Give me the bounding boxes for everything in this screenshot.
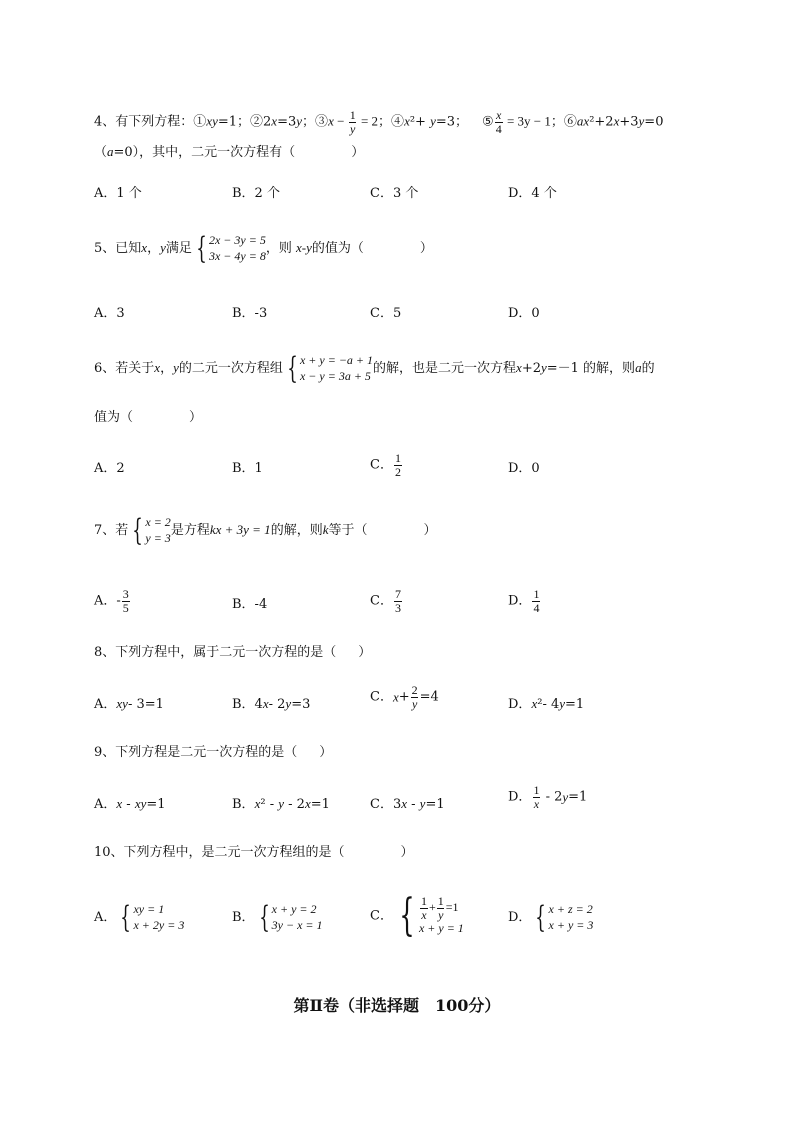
q10-b-rows xyxy=(272,902,323,933)
q6-option-c xyxy=(370,452,403,478)
q7-a-num: 3 xyxy=(122,587,129,601)
q7-end: ） xyxy=(423,523,437,539)
q6-comma: ， xyxy=(160,361,174,377)
q7-d-label: D． xyxy=(508,593,532,609)
q5-tail2: x-y xyxy=(295,240,312,256)
q8-option-d xyxy=(508,697,584,711)
q10-b-brace: { xyxy=(258,899,270,935)
q9-a5: =1 xyxy=(146,797,166,812)
q6-tail5: =－1 的解，则 xyxy=(546,361,636,377)
q8-a3: - 3=1 xyxy=(127,697,164,712)
q7-option-c xyxy=(370,588,403,614)
q6-tail1: 的解，也是二元一次方程 xyxy=(373,361,517,377)
q10-a-label: A． xyxy=(94,910,117,926)
q4-e3m: − xyxy=(333,113,348,129)
q7-option-b: B．-4 xyxy=(232,597,268,612)
q9-d-num: 1 xyxy=(533,783,540,797)
q10-c-plus: + xyxy=(428,899,436,914)
q9-a2: x xyxy=(116,796,123,811)
q9-b7: x xyxy=(304,796,311,811)
q8-c1: C． xyxy=(370,689,393,705)
q8-d3: ² xyxy=(537,697,543,712)
q9-d-den: x xyxy=(533,796,540,811)
q9-end: ） xyxy=(319,745,333,760)
q7-c-fraction xyxy=(394,588,402,614)
q5-x: x xyxy=(141,240,148,256)
q4-line2d: ） xyxy=(351,145,365,160)
q7-row2: y = 3 xyxy=(145,530,171,545)
q5-tail1: ，则 xyxy=(265,241,296,257)
q10-option-d xyxy=(508,899,594,935)
q10-a-row1: xy = 1 xyxy=(133,902,165,916)
q5-option-a: A．3 xyxy=(94,306,125,321)
q10-b-row1: x + y = 2 xyxy=(271,902,317,916)
q4-option-b: B．2 个 xyxy=(232,186,280,201)
q10-c-frac1 xyxy=(420,895,428,921)
q10-question: 10、下列方程中，是二元一次方程组的是（ xyxy=(94,845,345,860)
q9-c4: y xyxy=(419,796,426,811)
q6-tail6: a xyxy=(635,360,642,376)
q4-e3-den: y xyxy=(350,121,356,136)
q4-line2a: （ xyxy=(94,145,108,160)
q4-line2 xyxy=(94,145,364,159)
q10-option-a xyxy=(94,899,185,935)
q10-c-frac2 xyxy=(437,895,445,921)
q5-tail3: 的值为（ xyxy=(311,241,364,257)
q10-d-system xyxy=(531,899,594,935)
q8-c-den: y xyxy=(411,696,418,711)
q4-line1 xyxy=(94,109,663,135)
q10-option-c xyxy=(370,890,464,941)
q9-c5: =1 xyxy=(425,797,445,812)
q8-c2: x xyxy=(392,689,399,705)
q4-e3x: x xyxy=(328,113,334,129)
q6-option-b: B．1 xyxy=(232,461,263,476)
q8-b5: =3 xyxy=(291,697,311,712)
q4-e3r: = 2 xyxy=(357,113,379,129)
q4-option-c: C．3 个 xyxy=(370,186,419,201)
q4-e1b: xy xyxy=(206,113,218,129)
q9-b1: B． xyxy=(232,797,255,812)
q10-a-system xyxy=(116,899,185,935)
q6-option-d: D．0 xyxy=(508,461,540,476)
q6-line2 xyxy=(94,411,202,424)
q7-mid2: kx + 3y = 1 xyxy=(209,522,271,538)
q7-option-d xyxy=(508,588,541,614)
q4-e6b: ²+2 xyxy=(589,114,614,130)
q5-rows xyxy=(209,233,266,264)
q5-option-c: C．5 xyxy=(370,306,402,321)
q10-c-brace: { xyxy=(399,890,415,941)
q9-d1: D． xyxy=(508,789,532,805)
q9-option-d xyxy=(508,784,587,810)
q7-mid4: k xyxy=(322,522,329,538)
q4-e5e: ； xyxy=(550,114,564,130)
q10-d-label: D． xyxy=(508,910,532,926)
q4-e6d: +3 xyxy=(619,114,639,130)
q6-mid: 的二元一次方程组 xyxy=(178,361,283,377)
q4-e4c: y xyxy=(430,113,436,129)
q4-e5: ⑤ xyxy=(482,114,494,130)
q10-d-rows xyxy=(549,902,594,933)
q6-line2: 值为（ xyxy=(94,410,134,425)
q9-d2: - 2 xyxy=(541,789,563,805)
q10-d-brace: { xyxy=(535,899,547,935)
q7-a-den: 5 xyxy=(122,600,129,615)
section-heading: 第Ⅱ卷（非选择题 100分） xyxy=(293,996,501,1015)
q10-d-row2: x + y = 3 xyxy=(548,917,594,932)
q8-b4: y xyxy=(285,696,292,711)
q4-e4b: ²+ xyxy=(409,114,431,130)
q4-e2: ②2 xyxy=(250,114,272,130)
q4-option-d: D．4 个 xyxy=(508,186,557,201)
q10-c-n1: 1 xyxy=(420,894,427,909)
q4-line2b: a xyxy=(107,144,114,159)
q7-d-den: 4 xyxy=(533,600,540,615)
q4-e3-num: 1 xyxy=(349,108,356,122)
q7-option-a xyxy=(94,588,131,614)
q4-e6c: x xyxy=(613,113,620,129)
q9-d4: =1 xyxy=(568,789,588,805)
q8-c-fraction xyxy=(411,684,419,710)
q5-satisfy: 满足 xyxy=(165,241,192,257)
q7-mid3: 的解，则 xyxy=(270,523,323,539)
q7-d-fraction xyxy=(532,588,540,614)
q10-c-d2: y xyxy=(438,907,444,922)
q4-e2c: =3 xyxy=(277,114,297,130)
q8-b1: B．4 xyxy=(232,697,263,712)
q5-option-b: B．-3 xyxy=(232,306,268,321)
q4-e4: ④ xyxy=(391,114,405,130)
q6-row2: x − y = 3a + 5 xyxy=(299,368,371,383)
q9-c2: x xyxy=(401,796,407,811)
q6-x: x xyxy=(154,360,161,376)
q8-c-num: 2 xyxy=(411,683,418,697)
q4-e6f: =0 xyxy=(644,114,664,130)
q4-e5r: = 3y − 1 xyxy=(503,113,551,129)
q8-question: 8、下列方程中，属于二元一次方程的是（ xyxy=(94,645,337,660)
q10-line xyxy=(94,846,414,859)
q4-lead: 4、有下列方程： xyxy=(94,114,194,130)
q10-b-system xyxy=(255,899,323,935)
q9-b4: - xyxy=(265,797,279,812)
q6-line1 xyxy=(94,350,655,386)
q8-option-c xyxy=(370,684,439,710)
q8-d4: - 4 xyxy=(542,697,560,712)
q6-option-c-label: C． xyxy=(370,457,393,473)
q6-y: y xyxy=(173,360,179,376)
q4-e6: ⑥ xyxy=(563,114,577,130)
q9-d3: y xyxy=(562,789,569,805)
q6-c-num: 1 xyxy=(394,451,401,465)
q5-option-d: D．0 xyxy=(508,306,540,321)
q8-d6: =1 xyxy=(565,697,585,712)
q4-e4d: =3； xyxy=(435,114,469,130)
q8-option-b xyxy=(232,697,310,711)
q4-e1: ① xyxy=(193,114,207,130)
q10-a-rows xyxy=(133,902,184,933)
q9-a3: - xyxy=(122,797,135,812)
q7-lead: 7、若 xyxy=(94,523,129,539)
q5-y: y xyxy=(160,240,166,256)
q8-option-a xyxy=(94,697,164,711)
q7-row1: x = 2 xyxy=(145,515,171,529)
q7-c-label: C． xyxy=(370,593,393,609)
q4-option-a: A．1 个 xyxy=(94,186,142,201)
q10-b-label: B． xyxy=(232,910,255,926)
q9-b5: y xyxy=(278,796,285,811)
q10-end: ） xyxy=(400,845,414,860)
q9-option-a xyxy=(94,797,166,811)
q8-b2: x xyxy=(262,696,269,711)
q7-mid5: 等于（ xyxy=(328,523,368,539)
q10-a-brace: { xyxy=(120,899,132,935)
q9-d-fraction xyxy=(532,784,540,810)
q7-c-den: 3 xyxy=(394,600,401,615)
q10-c-d1: x xyxy=(421,907,427,922)
q7-c-num: 7 xyxy=(394,587,401,601)
q4-e6a: ax xyxy=(576,113,590,129)
q5-brace: { xyxy=(196,230,207,266)
q8-c4: =4 xyxy=(419,689,439,705)
q4-e3e: ； xyxy=(378,114,392,130)
q6-row1: x + y = −a + 1 xyxy=(299,353,374,367)
q4-e6e: y xyxy=(638,113,645,129)
q7-system xyxy=(128,512,171,548)
q4-e5-num: x xyxy=(496,108,502,122)
q4-e3: ③ xyxy=(315,114,329,130)
q10-c-eq: =1 xyxy=(445,899,459,914)
q6-c-den: 2 xyxy=(394,464,401,479)
q6-tail3: +2 xyxy=(521,361,541,377)
q7-line xyxy=(94,512,437,548)
q8-a2: xy xyxy=(116,696,128,711)
q9-b3: ² xyxy=(260,797,266,812)
q9-question: 9、下列方程是二元一次方程的是（ xyxy=(94,745,298,760)
q6-system xyxy=(283,350,374,386)
q5-lead: 5、已知 xyxy=(94,241,142,257)
q7-a-label: A．- xyxy=(94,593,121,609)
q6-tail4: y xyxy=(540,360,547,376)
q6-option-c-fraction xyxy=(394,452,402,478)
q6-lead: 6、若关于 xyxy=(94,361,155,377)
q5-comma: ， xyxy=(147,241,161,257)
q10-c-system xyxy=(393,890,464,941)
q4-line2c: =0），其中，二元一次方程有（ xyxy=(113,145,296,160)
q8-end: ） xyxy=(358,645,372,660)
q8-d2: x xyxy=(531,696,538,711)
q5-tail4: ） xyxy=(419,241,433,257)
q10-b-row2: 3y − x = 1 xyxy=(271,917,323,932)
q6-tail2: x xyxy=(516,360,522,376)
q9-b2: x xyxy=(254,796,261,811)
q9-c3: - xyxy=(407,797,420,812)
q6-brace: { xyxy=(287,350,298,386)
q6-tail7: 的 xyxy=(641,361,655,377)
q10-c-rows xyxy=(419,895,464,937)
q7-mid1: 是方程 xyxy=(170,523,210,539)
q4-e2b: x xyxy=(271,113,278,129)
q6-rows xyxy=(300,353,373,384)
q10-c-n2: 1 xyxy=(437,894,444,909)
q9-b8: =1 xyxy=(310,797,330,812)
q4-e2e: ； xyxy=(302,114,316,130)
q10-c-label: C． xyxy=(370,908,393,924)
q8-d1: D． xyxy=(508,697,532,712)
q9-option-c xyxy=(370,797,445,811)
q5-system xyxy=(192,230,266,266)
q8-b3: - 2 xyxy=(268,697,286,712)
q8-c3: + xyxy=(398,689,410,705)
q5-row1: 2x − 3y = 5 xyxy=(208,233,266,247)
q4-e1c: =1； xyxy=(217,114,251,130)
q7-rows xyxy=(145,515,170,546)
q7-d-num: 1 xyxy=(533,587,540,601)
q8-d5: y xyxy=(559,696,566,711)
q5-row2: 3x − 4y = 8 xyxy=(208,248,266,263)
q4-e5-fraction xyxy=(495,109,503,135)
q9-line xyxy=(94,746,332,759)
q9-option-b xyxy=(232,797,330,811)
q10-c-row1 xyxy=(419,895,464,921)
q9-b6: - 2 xyxy=(284,797,305,812)
q10-a-row2: x + 2y = 3 xyxy=(133,917,185,932)
q5-line xyxy=(94,230,433,266)
q10-option-b xyxy=(232,899,323,935)
q8-a1: A． xyxy=(94,697,117,712)
q7-a-fraction xyxy=(122,588,130,614)
q4-e3-fraction xyxy=(349,109,357,135)
q4-e2d: y xyxy=(296,113,303,129)
q10-d-row1: x + z = 2 xyxy=(548,902,593,916)
q7-brace: { xyxy=(132,512,144,548)
q10-c-row2: x + y = 1 xyxy=(418,921,464,936)
q4-e4a: x xyxy=(404,113,410,129)
q6-line2e: ） xyxy=(189,410,203,425)
q9-c1: C．3 xyxy=(370,797,402,812)
q9-a1: A． xyxy=(94,797,117,812)
q4-e5-den: 4 xyxy=(495,121,502,136)
q9-a4: xy xyxy=(134,796,147,811)
q8-line xyxy=(94,646,371,659)
q6-option-a: A．2 xyxy=(94,461,125,476)
